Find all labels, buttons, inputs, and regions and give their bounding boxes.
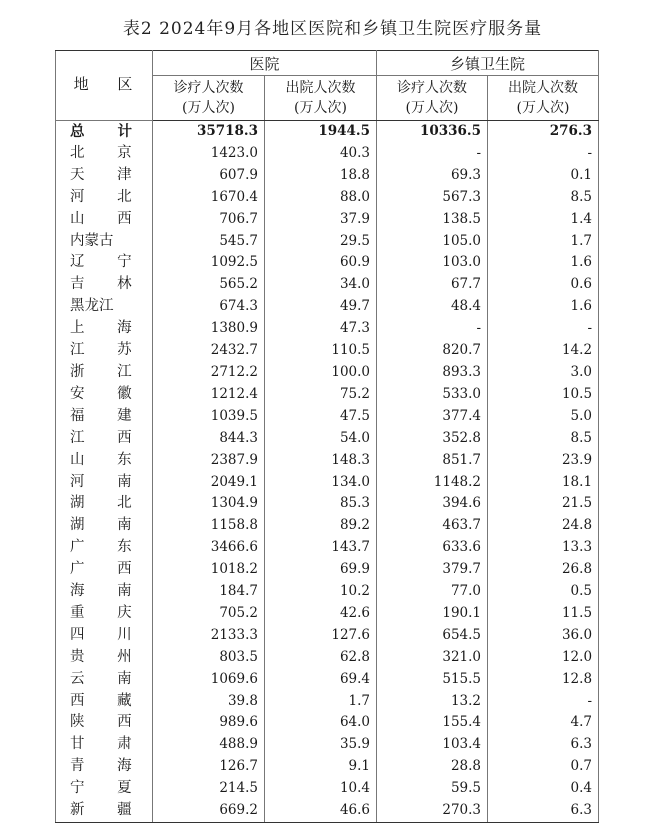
region-cell: 总 计	[56, 121, 153, 143]
hospital-visits-cell: 844.3	[153, 428, 265, 450]
region-cell: 江 苏	[56, 340, 153, 362]
hospital-discharges-cell: 110.5	[265, 340, 377, 362]
table-row	[56, 669, 599, 691]
township-visits-cell: 394.6	[377, 493, 488, 515]
township-discharges-cell: -	[488, 143, 599, 165]
table-row	[56, 647, 599, 669]
hospital-discharges-cell: 60.9	[265, 252, 377, 274]
hospital-discharges-cell: 85.3	[265, 493, 377, 515]
township-discharges-cell: 5.0	[488, 406, 599, 428]
township-visits-cell: -	[377, 318, 488, 340]
township-visits-cell: 352.8	[377, 428, 488, 450]
township-visits-cell: 105.0	[377, 231, 488, 253]
hospital-visits-cell: 1092.5	[153, 252, 265, 274]
hospital-visits-header	[153, 76, 265, 121]
township-discharges-cell: 8.5	[488, 428, 599, 450]
hospital-visits-cell: 126.7	[153, 756, 265, 778]
hospital-visits-cell: 706.7	[153, 209, 265, 231]
table-row	[56, 428, 599, 450]
township-discharges-cell: 1.4	[488, 209, 599, 231]
township-visits-cell: 463.7	[377, 515, 488, 537]
region-cell: 甘 肃	[56, 734, 153, 756]
township-visits-cell: 820.7	[377, 340, 488, 362]
table-row	[56, 537, 599, 559]
region-cell: 陕 西	[56, 712, 153, 734]
hospital-discharges-cell: 88.0	[265, 187, 377, 209]
table-row	[56, 165, 599, 187]
region-cell: 黑龙江	[56, 296, 153, 318]
region-cell: 河 南	[56, 472, 153, 494]
table-row	[56, 756, 599, 778]
hospital-discharges-header	[265, 76, 377, 121]
hospital-visits-cell: 3466.6	[153, 537, 265, 559]
township-discharges-cell: 1.6	[488, 252, 599, 274]
hospital-visits-cell: 1304.9	[153, 493, 265, 515]
township-visits-cell: 515.5	[377, 669, 488, 691]
region-cell: 安 徽	[56, 384, 153, 406]
hospital-visits-cell: 1158.8	[153, 515, 265, 537]
township-discharges-cell: 0.4	[488, 778, 599, 800]
table-row	[56, 406, 599, 428]
township-discharges-cell: 13.3	[488, 537, 599, 559]
table-container	[55, 50, 599, 823]
township-discharges-cell: 18.1	[488, 472, 599, 494]
hospital-discharges-cell: 9.1	[265, 756, 377, 778]
table-row	[56, 625, 599, 647]
region-cell: 福 建	[56, 406, 153, 428]
hospital-visits-cell: 989.6	[153, 712, 265, 734]
township-discharges-cell: 10.5	[488, 384, 599, 406]
table-row	[56, 318, 599, 340]
table-row	[56, 187, 599, 209]
township-visits-cell: 1148.2	[377, 472, 488, 494]
hospital-discharges-cell: 46.6	[265, 800, 377, 822]
region-cell: 云 南	[56, 669, 153, 691]
hospital-visits-cell: 2432.7	[153, 340, 265, 362]
township-discharges-cell: 12.0	[488, 647, 599, 669]
township-discharges-cell: 8.5	[488, 187, 599, 209]
region-column-header: 地 区	[56, 51, 153, 121]
township-discharges-cell: 3.0	[488, 362, 599, 384]
township-discharges-cell: -	[488, 691, 599, 713]
hospital-discharges-header-unit: (万人次)	[294, 100, 347, 116]
township-visits-cell: 533.0	[377, 384, 488, 406]
hospital-discharges-cell: 35.9	[265, 734, 377, 756]
region-cell: 内蒙古	[56, 231, 153, 253]
table-row	[56, 450, 599, 472]
hospital-visits-cell: 803.5	[153, 647, 265, 669]
hospital-discharges-cell: 34.0	[265, 274, 377, 296]
township-discharges-cell: 6.3	[488, 800, 599, 822]
table-row	[56, 340, 599, 362]
township-discharges-cell: 12.8	[488, 669, 599, 691]
hospital-discharges-cell: 127.6	[265, 625, 377, 647]
township-discharges-cell: 26.8	[488, 559, 599, 581]
region-cell: 浙 江	[56, 362, 153, 384]
table-row	[56, 691, 599, 713]
township-discharges-cell: 6.3	[488, 734, 599, 756]
hospital-discharges-cell: 47.3	[265, 318, 377, 340]
township-visits-cell: 10336.5	[377, 121, 488, 143]
region-cell: 贵 州	[56, 647, 153, 669]
township-discharges-cell: -	[488, 318, 599, 340]
hospital-visits-cell: 565.2	[153, 274, 265, 296]
region-cell: 广 西	[56, 559, 153, 581]
table-row	[56, 581, 599, 603]
table-row	[56, 384, 599, 406]
township-discharges-cell: 23.9	[488, 450, 599, 472]
region-cell: 山 东	[56, 450, 153, 472]
hospital-discharges-cell: 29.5	[265, 231, 377, 253]
hospital-discharges-cell: 49.7	[265, 296, 377, 318]
township-visits-header-unit: (万人次)	[405, 100, 459, 116]
township-visits-cell: 567.3	[377, 187, 488, 209]
hospital-visits-cell: 705.2	[153, 603, 265, 625]
hospital-visits-header-unit: (万人次)	[182, 100, 235, 116]
hospital-discharges-cell: 54.0	[265, 428, 377, 450]
hospital-discharges-cell: 10.4	[265, 778, 377, 800]
region-cell: 辽 宁	[56, 252, 153, 274]
table-body	[56, 121, 599, 823]
hospital-discharges-cell: 62.8	[265, 647, 377, 669]
township-visits-cell: 270.3	[377, 800, 488, 822]
region-cell: 新 疆	[56, 800, 153, 822]
total-row	[56, 121, 599, 143]
hospital-visits-cell: 1018.2	[153, 559, 265, 581]
hospital-visits-cell: 545.7	[153, 231, 265, 253]
hospital-visits-cell: 39.8	[153, 691, 265, 713]
hospital-discharges-cell: 75.2	[265, 384, 377, 406]
region-cell: 上 海	[56, 318, 153, 340]
hospital-visits-cell: 1212.4	[153, 384, 265, 406]
table-row	[56, 296, 599, 318]
township-discharges-cell: 0.5	[488, 581, 599, 603]
region-cell: 青 海	[56, 756, 153, 778]
hospital-discharges-cell: 37.9	[265, 209, 377, 231]
township-discharges-cell: 0.7	[488, 756, 599, 778]
township-discharges-cell: 24.8	[488, 515, 599, 537]
township-visits-cell: 377.4	[377, 406, 488, 428]
hospital-group-header: 医院	[153, 51, 377, 76]
township-visits-cell: 13.2	[377, 691, 488, 713]
township-discharges-cell: 14.2	[488, 340, 599, 362]
table-row	[56, 778, 599, 800]
township-discharges-cell: 276.3	[488, 121, 599, 143]
hospital-discharges-cell: 42.6	[265, 603, 377, 625]
table-row	[56, 712, 599, 734]
township-discharges-cell: 1.7	[488, 231, 599, 253]
hospital-visits-cell: 1423.0	[153, 143, 265, 165]
hospital-visits-cell: 35718.3	[153, 121, 265, 143]
township-visits-cell: 851.7	[377, 450, 488, 472]
hospital-discharges-cell: 10.2	[265, 581, 377, 603]
township-visits-cell: 379.7	[377, 559, 488, 581]
region-cell: 江 西	[56, 428, 153, 450]
region-cell: 重 庆	[56, 603, 153, 625]
hospital-visits-cell: 1069.6	[153, 669, 265, 691]
township-visits-header	[377, 76, 488, 121]
township-visits-cell: 69.3	[377, 165, 488, 187]
hospital-discharges-cell: 143.7	[265, 537, 377, 559]
hospital-discharges-cell: 40.3	[265, 143, 377, 165]
hospital-visits-cell: 1670.4	[153, 187, 265, 209]
township-discharges-cell: 21.5	[488, 493, 599, 515]
hospital-visits-cell: 674.3	[153, 296, 265, 318]
region-cell: 湖 北	[56, 493, 153, 515]
region-cell: 天 津	[56, 165, 153, 187]
hospital-discharges-cell: 47.5	[265, 406, 377, 428]
table-row	[56, 362, 599, 384]
table-row	[56, 493, 599, 515]
hospital-visits-cell: 669.2	[153, 800, 265, 822]
region-cell: 山 西	[56, 209, 153, 231]
table-header	[56, 51, 599, 121]
township-discharges-header	[488, 76, 599, 121]
table-title: 表2 2024年9月各地区医院和乡镇卫生院医疗服务量	[122, 19, 543, 39]
region-cell: 西 藏	[56, 691, 153, 713]
table-row	[56, 472, 599, 494]
township-visits-cell: 321.0	[377, 647, 488, 669]
table-row	[56, 515, 599, 537]
region-cell: 海 南	[56, 581, 153, 603]
region-cell: 四 川	[56, 625, 153, 647]
hospital-visits-header-label: 诊疗人次数	[173, 80, 244, 96]
table-row	[56, 231, 599, 253]
region-cell: 湖 南	[56, 515, 153, 537]
township-visits-cell: 28.8	[377, 756, 488, 778]
township-visits-cell: 48.4	[377, 296, 488, 318]
hospital-visits-cell: 1039.5	[153, 406, 265, 428]
hospital-discharges-cell: 69.9	[265, 559, 377, 581]
table-row	[56, 734, 599, 756]
table-row	[56, 603, 599, 625]
hospital-visits-cell: 2049.1	[153, 472, 265, 494]
township-discharges-cell: 0.6	[488, 274, 599, 296]
hospital-discharges-cell: 148.3	[265, 450, 377, 472]
township-visits-cell: 103.4	[377, 734, 488, 756]
region-cell: 北 京	[56, 143, 153, 165]
table-row	[56, 143, 599, 165]
township-discharges-header-label: 出院人次数	[508, 80, 579, 96]
hospital-visits-cell: 2712.2	[153, 362, 265, 384]
region-cell: 广 东	[56, 537, 153, 559]
township-visits-cell: 654.5	[377, 625, 488, 647]
hospital-discharges-cell: 18.8	[265, 165, 377, 187]
hospital-visits-cell: 607.9	[153, 165, 265, 187]
region-cell: 宁 夏	[56, 778, 153, 800]
township-visits-cell: 77.0	[377, 581, 488, 603]
township-visits-cell: 103.0	[377, 252, 488, 274]
hospital-visits-cell: 488.9	[153, 734, 265, 756]
region-cell: 河 北	[56, 187, 153, 209]
table-row	[56, 559, 599, 581]
township-visits-cell: -	[377, 143, 488, 165]
township-visits-cell: 893.3	[377, 362, 488, 384]
township-discharges-cell: 36.0	[488, 625, 599, 647]
hospital-discharges-cell: 1.7	[265, 691, 377, 713]
hospital-discharges-cell: 1944.5	[265, 121, 377, 143]
township-visits-cell: 67.7	[377, 274, 488, 296]
hospital-discharges-cell: 134.0	[265, 472, 377, 494]
hospital-visits-cell: 2387.9	[153, 450, 265, 472]
table-row	[56, 252, 599, 274]
township-visits-cell: 138.5	[377, 209, 488, 231]
township-visits-cell: 190.1	[377, 603, 488, 625]
township-visits-cell: 633.6	[377, 537, 488, 559]
township-group-header: 乡镇卫生院	[377, 51, 599, 76]
region-cell: 吉 林	[56, 274, 153, 296]
hospital-discharges-cell: 100.0	[265, 362, 377, 384]
township-discharges-cell: 4.7	[488, 712, 599, 734]
table-row	[56, 209, 599, 231]
table-row	[56, 274, 599, 296]
township-discharges-cell: 1.6	[488, 296, 599, 318]
township-discharges-header-unit: (万人次)	[516, 100, 570, 116]
township-discharges-cell: 0.1	[488, 165, 599, 187]
township-discharges-cell: 11.5	[488, 603, 599, 625]
hospital-visits-cell: 1380.9	[153, 318, 265, 340]
table-row	[56, 800, 599, 822]
township-visits-header-label: 诊疗人次数	[397, 80, 468, 96]
township-visits-cell: 59.5	[377, 778, 488, 800]
township-visits-cell: 155.4	[377, 712, 488, 734]
hospital-visits-cell: 184.7	[153, 581, 265, 603]
hospital-discharges-header-label: 出院人次数	[285, 80, 356, 96]
hospital-discharges-cell: 64.0	[265, 712, 377, 734]
hospital-discharges-cell: 69.4	[265, 669, 377, 691]
hospital-visits-cell: 2133.3	[153, 625, 265, 647]
service-volume-table	[55, 50, 599, 823]
hospital-visits-cell: 214.5	[153, 778, 265, 800]
hospital-discharges-cell: 89.2	[265, 515, 377, 537]
